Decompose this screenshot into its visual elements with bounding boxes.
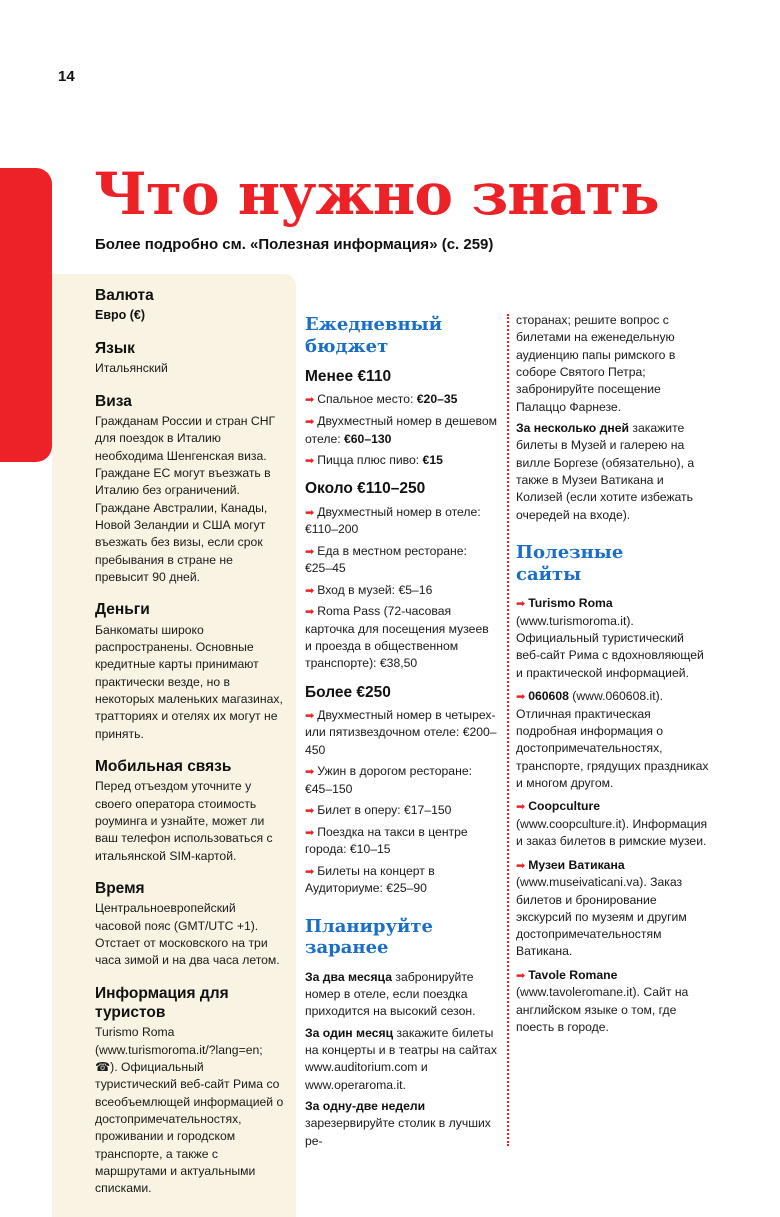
budget-item-text: Пицца плюс пиво: [317,452,423,467]
budget-item [305,452,497,470]
middle-column [305,314,497,1150]
budget-item-text: Вход в музей: €5–16 [317,582,433,597]
right-arrow-icon: ➡ [305,394,315,407]
budget-item [305,802,497,820]
budget-item-price: €15 [422,452,443,467]
fact-heading: Время [95,879,145,897]
plan-item-text: зарезервируйте столик в лучших ре- [305,1116,491,1148]
site-item [516,798,710,850]
fact-body: Turismo Roma (www.turismoroma.it/?lang=en; ☎). Официальный туристический веб-сайт Рима со всеобъемлющей информацией о достопримечательностях, проживании и городском транспорте, а также с маршрутами и актуальными списками. [95,1025,284,1196]
page-title: Что нужно знать [94,160,659,228]
fact-section [95,286,285,325]
page-subtitle: Более подробно см. «Полезная информация» (с. 259) [95,236,494,253]
budget-item [305,707,497,759]
plan-item [305,1025,497,1094]
budget-tier-heading: Менее €110 [305,368,392,386]
site-item [516,857,710,961]
column-divider [507,314,509,1146]
budget-item [305,413,497,448]
right-arrow-icon: ➡ [305,415,315,428]
budget-item [305,543,497,578]
fact-section [95,600,285,743]
fact-value: Евро (€) [95,308,146,323]
site-item [516,967,710,1037]
right-arrow-icon: ➡ [305,545,315,558]
budget-item-text: Билет в оперу: €17–150 [317,803,452,818]
plan-items [305,969,497,1150]
fact-body: Перед отъездом уточните у своего оператора стоимость роуминга и узнайте, может ли ваш телефон использоваться с итальянской SIM-картой. [95,779,273,863]
fact-body: Итальянский [95,361,168,376]
site-desc: (www.060608.it). Отличная практическая подробная информация о достопримечательностях, транспорте, грядущих праздниках и многом другом. [516,689,709,790]
site-name: Музеи Ватикана [528,857,625,872]
plan-item-when: За одну-две недели [305,1099,426,1114]
budget-item-text: Ужин в дорогом ресторане: €45–150 [305,764,472,796]
budget-item-text: Двухместный номер в отеле: €110–200 [305,504,481,537]
fact-section [95,879,285,970]
sidebar-facts [95,286,285,1198]
right-arrow-icon: ➡ [305,865,315,878]
budget-item-text: Поездка на такси в центре города: €10–15 [305,824,468,857]
fact-heading: Информация для туристов [95,984,229,1021]
plan-item-when: За два месяца [305,969,392,984]
fact-heading: Мобильная связь [95,757,232,775]
budget-tier-heading: Около €110–250 [305,480,426,498]
plan-item-text: закажите билеты на концерты и в театры на сайтах www.auditorium.com и www.operaroma.it. [305,1025,497,1092]
sites-heading: Полезные сайты [516,541,624,585]
budget-group [305,683,497,898]
fact-section [95,392,285,587]
fact-body: Банкоматы широко распространены. Основные кредитные карты принимают практически везде, но в некоторых маленьких магазинах, тратториях и отелях их могут не принять. [95,622,283,741]
right-arrow-icon: ➡ [305,826,315,839]
budget-item [305,763,497,798]
budget-item [305,582,497,600]
site-name: 060608 [528,689,569,704]
fact-heading: Валюта [95,287,154,304]
site-desc: (www.museivaticani.va). Заказ билетов и бронирование экскурсий по музеям и другим достопримечательностям Ватикана. [516,875,687,959]
site-name: Coopculture [528,799,600,814]
site-item [516,688,710,792]
plan-item [305,1098,497,1150]
site-name: Tavole Romane [528,967,618,982]
site-items [516,595,710,1036]
right-arrow-icon: ➡ [305,606,315,619]
site-desc: (www.turismoroma.it). Официальный туристический веб-сайт Рима с вдохновляющей и практической информацией. [516,613,704,680]
fact-section [95,757,285,865]
plan-item [305,969,497,1021]
budget-item [305,603,497,673]
right-arrow-icon: ➡ [305,584,315,597]
budget-tier-heading: Более €250 [305,683,391,701]
right-arrow-icon: ➡ [516,691,526,704]
budget-item-text: Двухместный номер в четырех- или пятизвездочном отеле: €200–450 [305,707,497,757]
fact-body: Центральноевропейский часовой пояс (GMT/UTC +1). Отстает от московского на три часа зимой и на два часа летом. [95,901,280,968]
fact-heading: Язык [95,339,135,357]
budget-group [305,367,497,469]
right-arrow-icon: ➡ [305,805,315,818]
right-column [516,312,710,1036]
budget-groups [305,367,497,897]
plan-carry-over: сторанах; решите вопрос с билетами на еженедельную аудиенцию папы римского в соборе Святого Петра; забронируйте посещение Палаццо Фарнезе. [516,313,676,414]
page-number: 14 [58,68,75,85]
plan-item-when: За один месяц [305,1025,394,1040]
budget-item-text: Спальное место: [317,392,417,407]
fact-section [95,339,285,378]
budget-item-text: Билеты на концерт в Аудиториуме: €25–90 [305,863,435,896]
fact-heading: Виза [95,392,132,410]
right-arrow-icon: ➡ [516,969,526,982]
right-arrow-icon: ➡ [516,859,526,872]
budget-item-price: €20–35 [416,392,458,407]
fact-heading: Деньги [95,601,150,619]
budget-item [305,824,497,859]
fact-section [95,984,285,1198]
site-item [516,595,710,682]
budget-group [305,479,497,672]
budget-item-text: Еда в местном ресторане: €25–45 [305,543,467,576]
budget-item [305,863,497,898]
site-desc: (www.coopculture.it). Информация и заказ билетов в римские музеи. [516,816,708,849]
plan-item-text: забронируйте номер в отеле, если поездка приходится на высокий сезон. [305,969,476,1019]
plan-heading: Планируйте заранее [305,915,433,959]
site-name: Turismo Roma [528,596,613,611]
budget-item-text: Двухместный номер в дешевом отеле: [305,413,498,446]
budget-item [305,504,497,539]
chapter-tab [0,168,52,462]
right-arrow-icon: ➡ [305,709,315,722]
budget-item-price: €60–130 [344,431,392,446]
budget-heading: Ежедневный бюджет [305,314,443,357]
right-arrow-icon: ➡ [305,454,315,467]
right-arrow-icon: ➡ [305,506,315,519]
plan-item: За несколько дней закажите билеты в Музей и галерею на вилле Боргезе (обязательно), а также в Музеи Ватикана и Колизей (если хотите избежать очередей на входе). [516,420,695,522]
right-arrow-icon: ➡ [516,801,526,814]
right-arrow-icon: ➡ [516,598,526,611]
budget-item [305,391,497,409]
site-desc: (www.tavoleromane.it). Сайт на английском языке о том, где поесть в городе. [516,985,689,1035]
budget-item-text: Roma Pass (72-часовая карточка для посещения музеев и проезда в общественном транспорте): €38,50 [305,604,489,671]
right-arrow-icon: ➡ [305,766,315,779]
fact-body: Гражданам России и стран СНГ для поездок в Италию необходима Шенгенская виза. Граждане ЕС могут въезжать в Италию без ограничений. Граждане Австралии, Канады, Новой Зеландии и США могут въезжать без визы, если срок пребывания в стране не превысит 90 дней. [95,413,276,584]
